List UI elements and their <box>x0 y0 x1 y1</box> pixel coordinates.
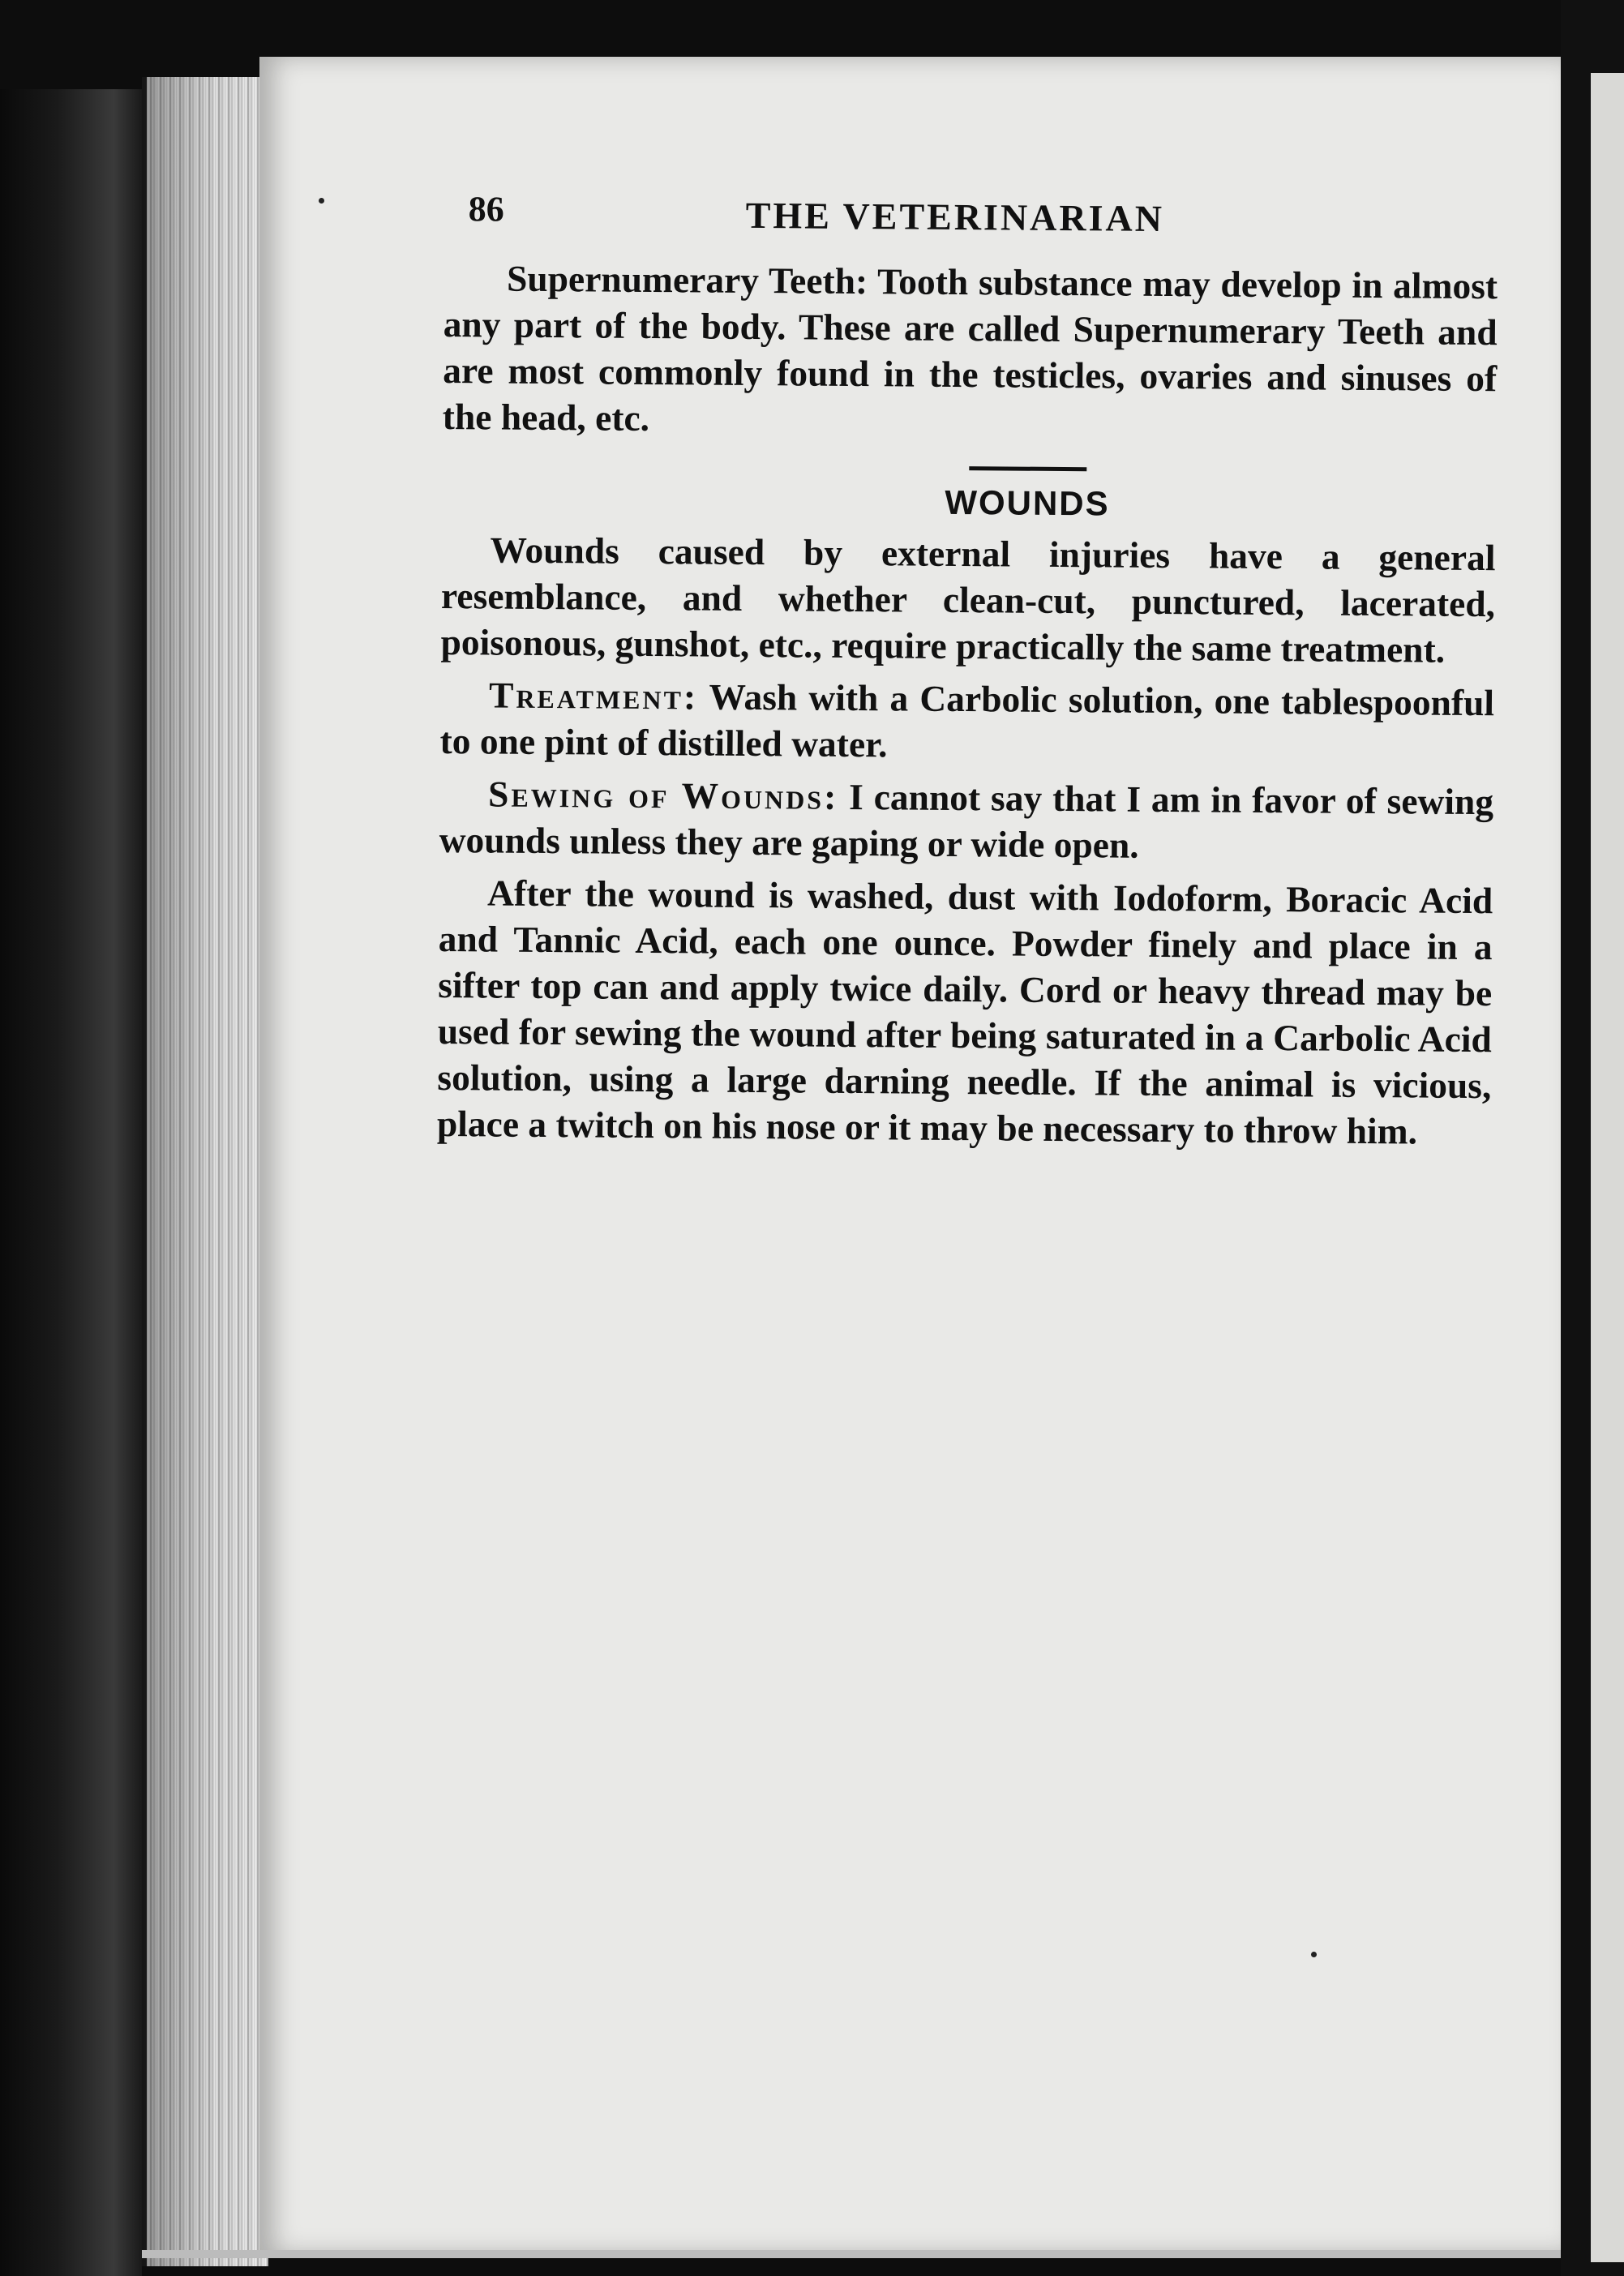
ink-speck <box>1311 1952 1317 1957</box>
sewing-label: Sewing of Wounds: <box>487 773 839 817</box>
section-heading: WOUNDS <box>945 482 1110 523</box>
running-head <box>443 188 1498 253</box>
treatment-label: Treatment: <box>488 674 699 718</box>
page-edges-shadow <box>142 77 264 2266</box>
sewing-text: I cannot say that I am in favor of sewing wounds unless they are gaping or wide open. <box>439 775 1494 866</box>
paragraph-supernumerary-teeth: Supernumerary Teeth: Tooth substance may develop in almost any part of the body. These are called Supernumerary Teeth and are most commonly found in the testicles, ovaries and sinuses of the head, etc. <box>442 257 1498 439</box>
running-title: THE VETERINARIAN <box>745 194 1165 239</box>
page-content <box>437 188 1498 1155</box>
page-number: 86 <box>468 189 504 229</box>
paragraph-wounds-intro: Wounds caused by external injuries have a general resemblance, and whether clean-cut, punctured, lacerated, poisonous, gunshot, etc., require practically the same treatment. <box>440 529 1496 671</box>
next-page-sliver <box>1591 73 1624 2262</box>
section-divider <box>969 466 1086 471</box>
ink-speck <box>319 198 324 204</box>
paragraph-treatment <box>439 671 1494 772</box>
paragraph-sewing <box>439 770 1493 871</box>
page-bottom-edge <box>142 2250 1561 2258</box>
paragraph-after-washing: After the wound is washed, dust with Iodoform, Boracic Acid and Tannic Acid, each one ounce. Powder finely and place in a sifter top can and apply twice daily. Cord or heavy thread may be used for sewing the wound after being saturated in a Carbolic Acid solution, using a large darning needle. If the animal is vicious, place a twitch on his nose or it may be necessary to throw him. <box>436 872 1493 1152</box>
treatment-text: Wash with a Carbolic solution, one tablespoonful to one pint of distilled water. <box>439 675 1495 765</box>
book-spine-shadow <box>0 89 142 2276</box>
